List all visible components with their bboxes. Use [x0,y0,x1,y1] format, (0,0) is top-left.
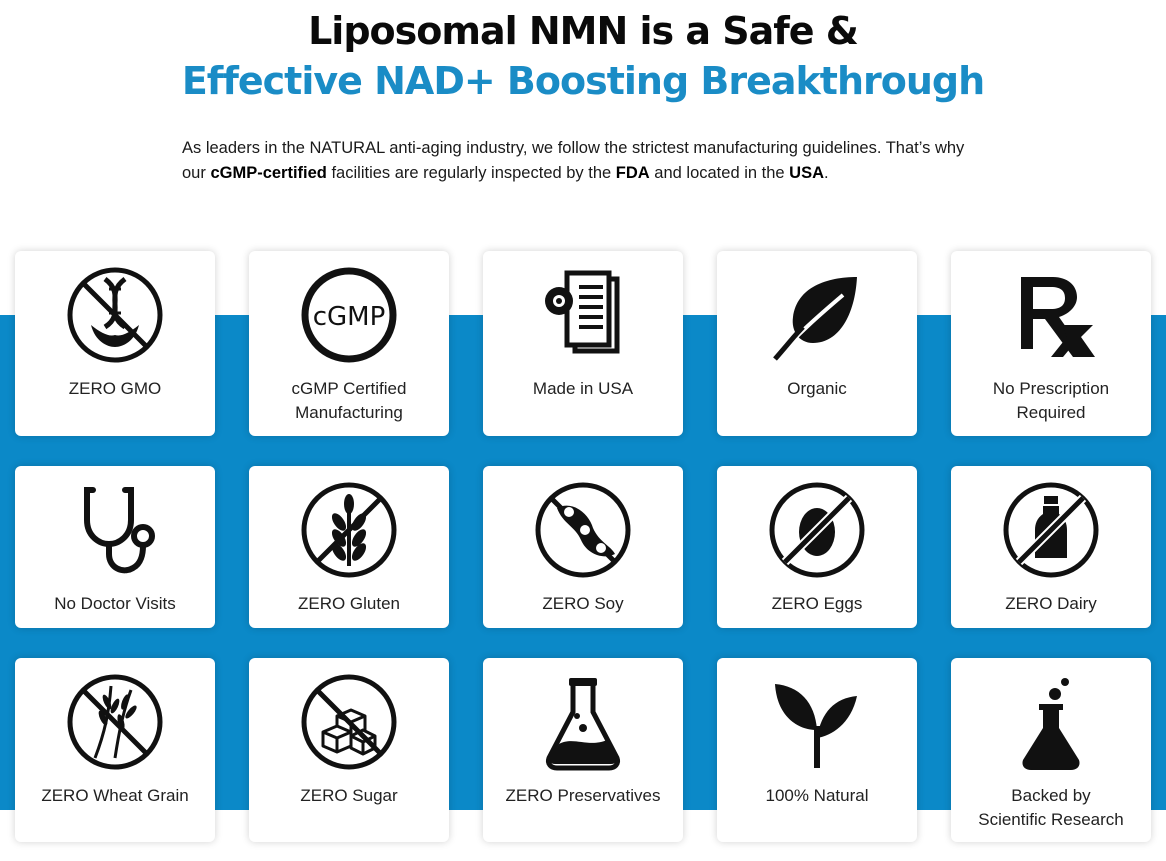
egg-prohibited-icon [767,480,867,580]
intro-bold-cgmp: cGMP-certified [210,164,327,182]
badge-card [249,251,449,436]
intro-bold-fda: FDA [615,164,650,182]
badge-label: cGMP Certified Manufacturing [291,379,407,422]
badge-label: ZERO Sugar [300,786,398,805]
intro-text-4: . [824,164,829,182]
science-flask-icon [1001,672,1101,772]
badge-label: ZERO Wheat Grain [41,786,189,805]
badge-label: Backed by Scientific Research [978,786,1124,829]
badge-card [249,658,449,842]
badge-card [717,658,917,842]
badge-card [483,251,683,436]
badge-card [717,251,917,436]
grain-prohibited-icon [65,672,165,772]
badge-card [951,251,1151,436]
badge-card [249,466,449,628]
badge-label: ZERO Dairy [1005,594,1097,613]
intro-paragraph [182,136,982,186]
soy-prohibited-icon [533,480,633,580]
intro-text-3: and located in the [649,164,790,182]
cgmp-badge-icon [299,265,399,365]
intro-text-1: As leaders in the NATURAL anti-aging industry, we follow the strictest manufacturing guidelines. That’s why our [182,139,965,182]
sugar-cubes-prohibited-icon [299,672,399,772]
badge-card [15,251,215,436]
rx-icon [1001,265,1101,365]
intro-bold-usa: USA [789,164,824,182]
dna-prohibited-icon [65,265,165,365]
badge-label: Made in USA [532,379,634,398]
title-line-2: Effective NAD+ Boosting Breakthrough [181,59,985,103]
badge-card [15,466,215,628]
flask-icon [533,672,633,772]
sprout-icon [767,672,867,772]
stethoscope-icon [65,480,165,580]
badge-card [15,658,215,842]
wheat-prohibited-icon [299,480,399,580]
leaf-icon [767,265,867,365]
page-title [0,6,1166,106]
badge-label: ZERO Gluten [297,594,401,613]
title-line-1: Liposomal NMN is a Safe & [308,9,858,53]
badge-label: ZERO Soy [542,594,624,613]
badge-card [717,466,917,628]
badge-label: ZERO Eggs [771,594,863,613]
badge-label: No Doctor Visits [54,594,176,613]
intro-text-2: facilities are regularly inspected by the [326,164,616,182]
badge-card [951,658,1151,842]
badge-card [483,658,683,842]
badge-label: ZERO Preservatives [505,786,661,805]
badge-label: 100% Natural [765,786,869,805]
document-stack-icon [533,265,633,365]
badge-card [951,466,1151,628]
badge-label: ZERO GMO [68,379,162,398]
cgmp-icon-text: cGMP [312,302,386,332]
badge-label: No Prescription Required [992,379,1110,422]
badge-card [483,466,683,628]
badge-label: Organic [787,379,847,398]
milk-prohibited-icon [1001,480,1101,580]
